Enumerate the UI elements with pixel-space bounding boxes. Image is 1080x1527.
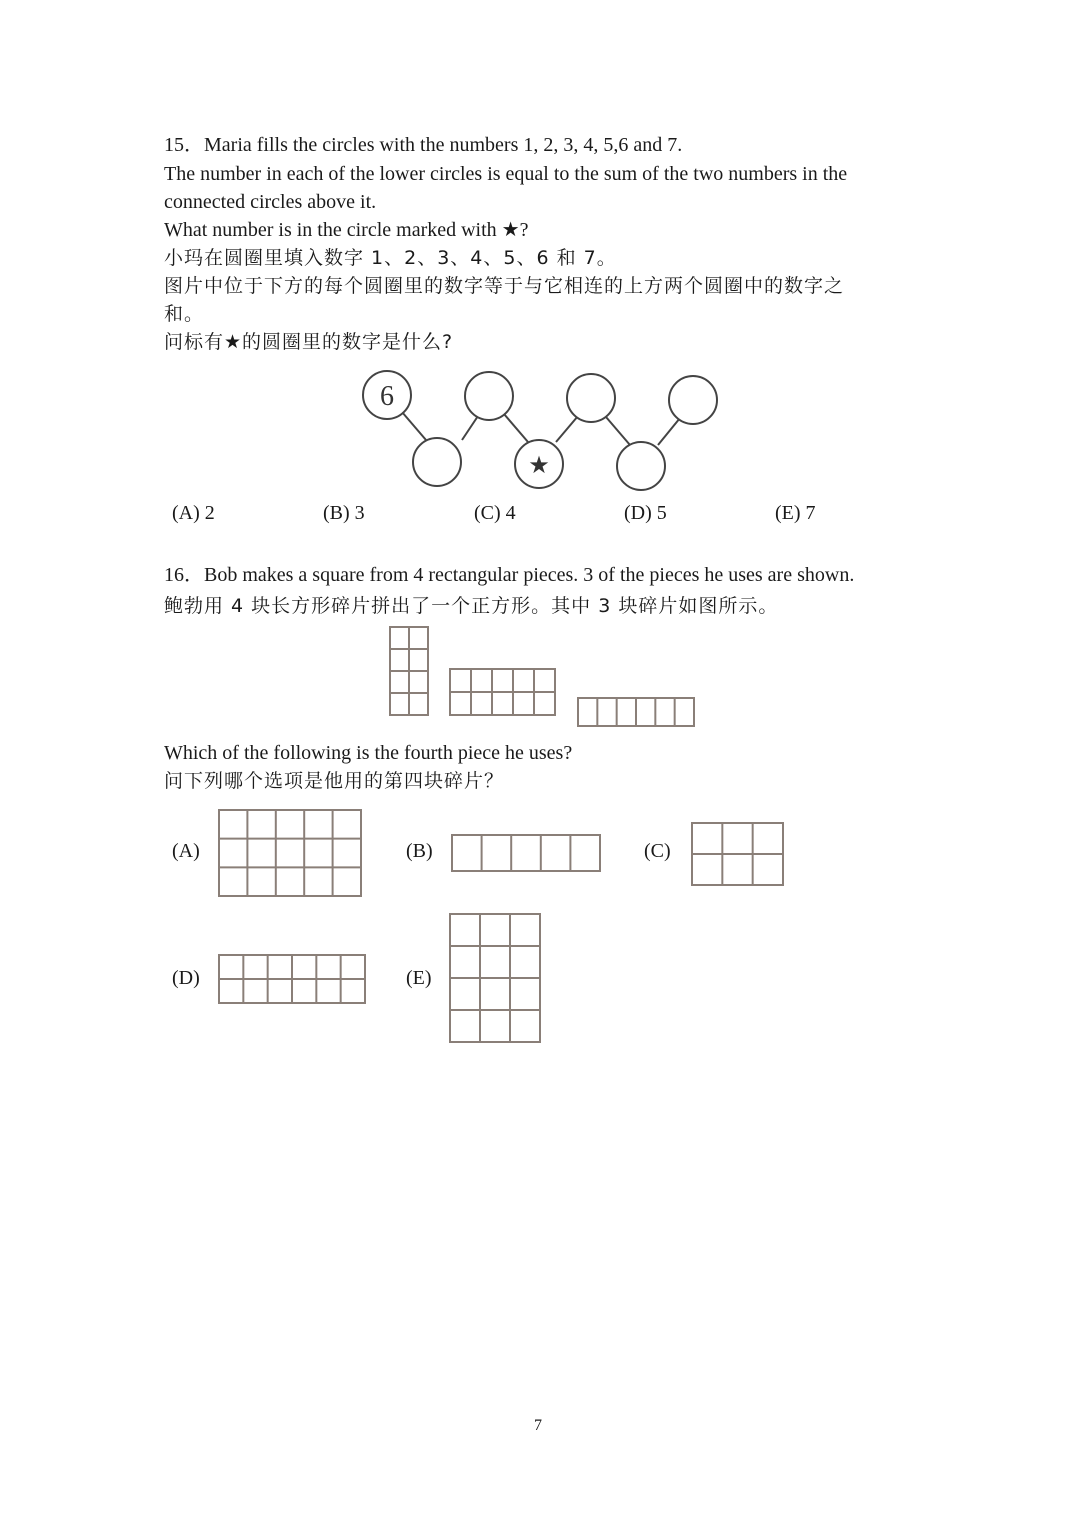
- circle-diagram: [350, 360, 730, 500]
- q15-line-2: The number in each of the lower circles is equal to the sum of the two numbers in the: [164, 163, 848, 185]
- option-d-label[interactable]: (D): [172, 967, 200, 989]
- choice-c[interactable]: (C) 4: [474, 502, 516, 524]
- bottom-circle: [413, 438, 461, 486]
- option-e-grid[interactable]: [449, 913, 541, 1043]
- choice-b[interactable]: (B) 3: [323, 502, 365, 524]
- option-c-grid[interactable]: [691, 822, 784, 886]
- given-piece-2x4: [389, 626, 429, 716]
- q15-line-6: 图片中位于下方的每个圆圈里的数字等于与它相连的上方两个圆圈中的数字之: [164, 275, 845, 297]
- connector-line: [606, 417, 630, 445]
- connector-line: [658, 418, 680, 445]
- option-e-label[interactable]: (E): [406, 967, 432, 989]
- q15-line-8: 问标有★的圆圈里的数字是什么?: [164, 331, 454, 353]
- connector-line: [462, 416, 478, 440]
- q16-question-cn: 问下列哪个选项是他用的第四块碎片？: [164, 770, 505, 792]
- top-circle: [669, 376, 717, 424]
- q15-line-3: connected circles above it.: [164, 191, 377, 213]
- top-circle: [465, 372, 513, 420]
- option-d-grid[interactable]: [218, 954, 366, 1004]
- q15-line-5: 小玛在圆圈里填入数字 1、2、3、4、5、6 和 7。: [164, 247, 617, 269]
- bottom-circle: [617, 442, 665, 490]
- option-b-label[interactable]: (B): [406, 840, 433, 862]
- connector-line: [402, 412, 426, 440]
- choice-d[interactable]: (D) 5: [624, 502, 667, 524]
- option-c-label[interactable]: (C): [644, 840, 671, 862]
- choice-e[interactable]: (E) 7: [775, 502, 816, 524]
- grid-border: [219, 810, 361, 896]
- option-a-grid[interactable]: [218, 809, 362, 897]
- connector-line: [504, 414, 528, 442]
- q16-question-en: Which of the following is the fourth piece he uses?: [164, 742, 573, 764]
- q15-line-1: 15．Maria fills the circles with the numbers 1, 2, 3, 4, 5,6 and 7.: [164, 134, 683, 156]
- given-piece-5x2: [449, 668, 556, 716]
- given-piece-6x1: [577, 697, 695, 727]
- q15-line-7: 和。: [164, 303, 205, 325]
- connector-line: [556, 416, 578, 442]
- q15-line-4: What number is in the circle marked with ★?: [164, 219, 529, 241]
- option-a-label[interactable]: (A): [172, 840, 200, 862]
- q16-line-2: 鲍勃用 4 块长方形碎片拼出了一个正方形。其中 3 块碎片如图所示。: [164, 595, 779, 617]
- grid-border: [452, 835, 600, 871]
- top-circle: [567, 374, 615, 422]
- option-b-grid[interactable]: [451, 834, 601, 872]
- page-number: 7: [534, 1417, 542, 1434]
- given-number: 6: [380, 381, 394, 412]
- star-icon: ★: [528, 451, 550, 479]
- q16-line-1: 16．Bob makes a square from 4 rectangular pieces. 3 of the pieces he uses are shown.: [164, 564, 855, 586]
- choice-a[interactable]: (A) 2: [172, 502, 215, 524]
